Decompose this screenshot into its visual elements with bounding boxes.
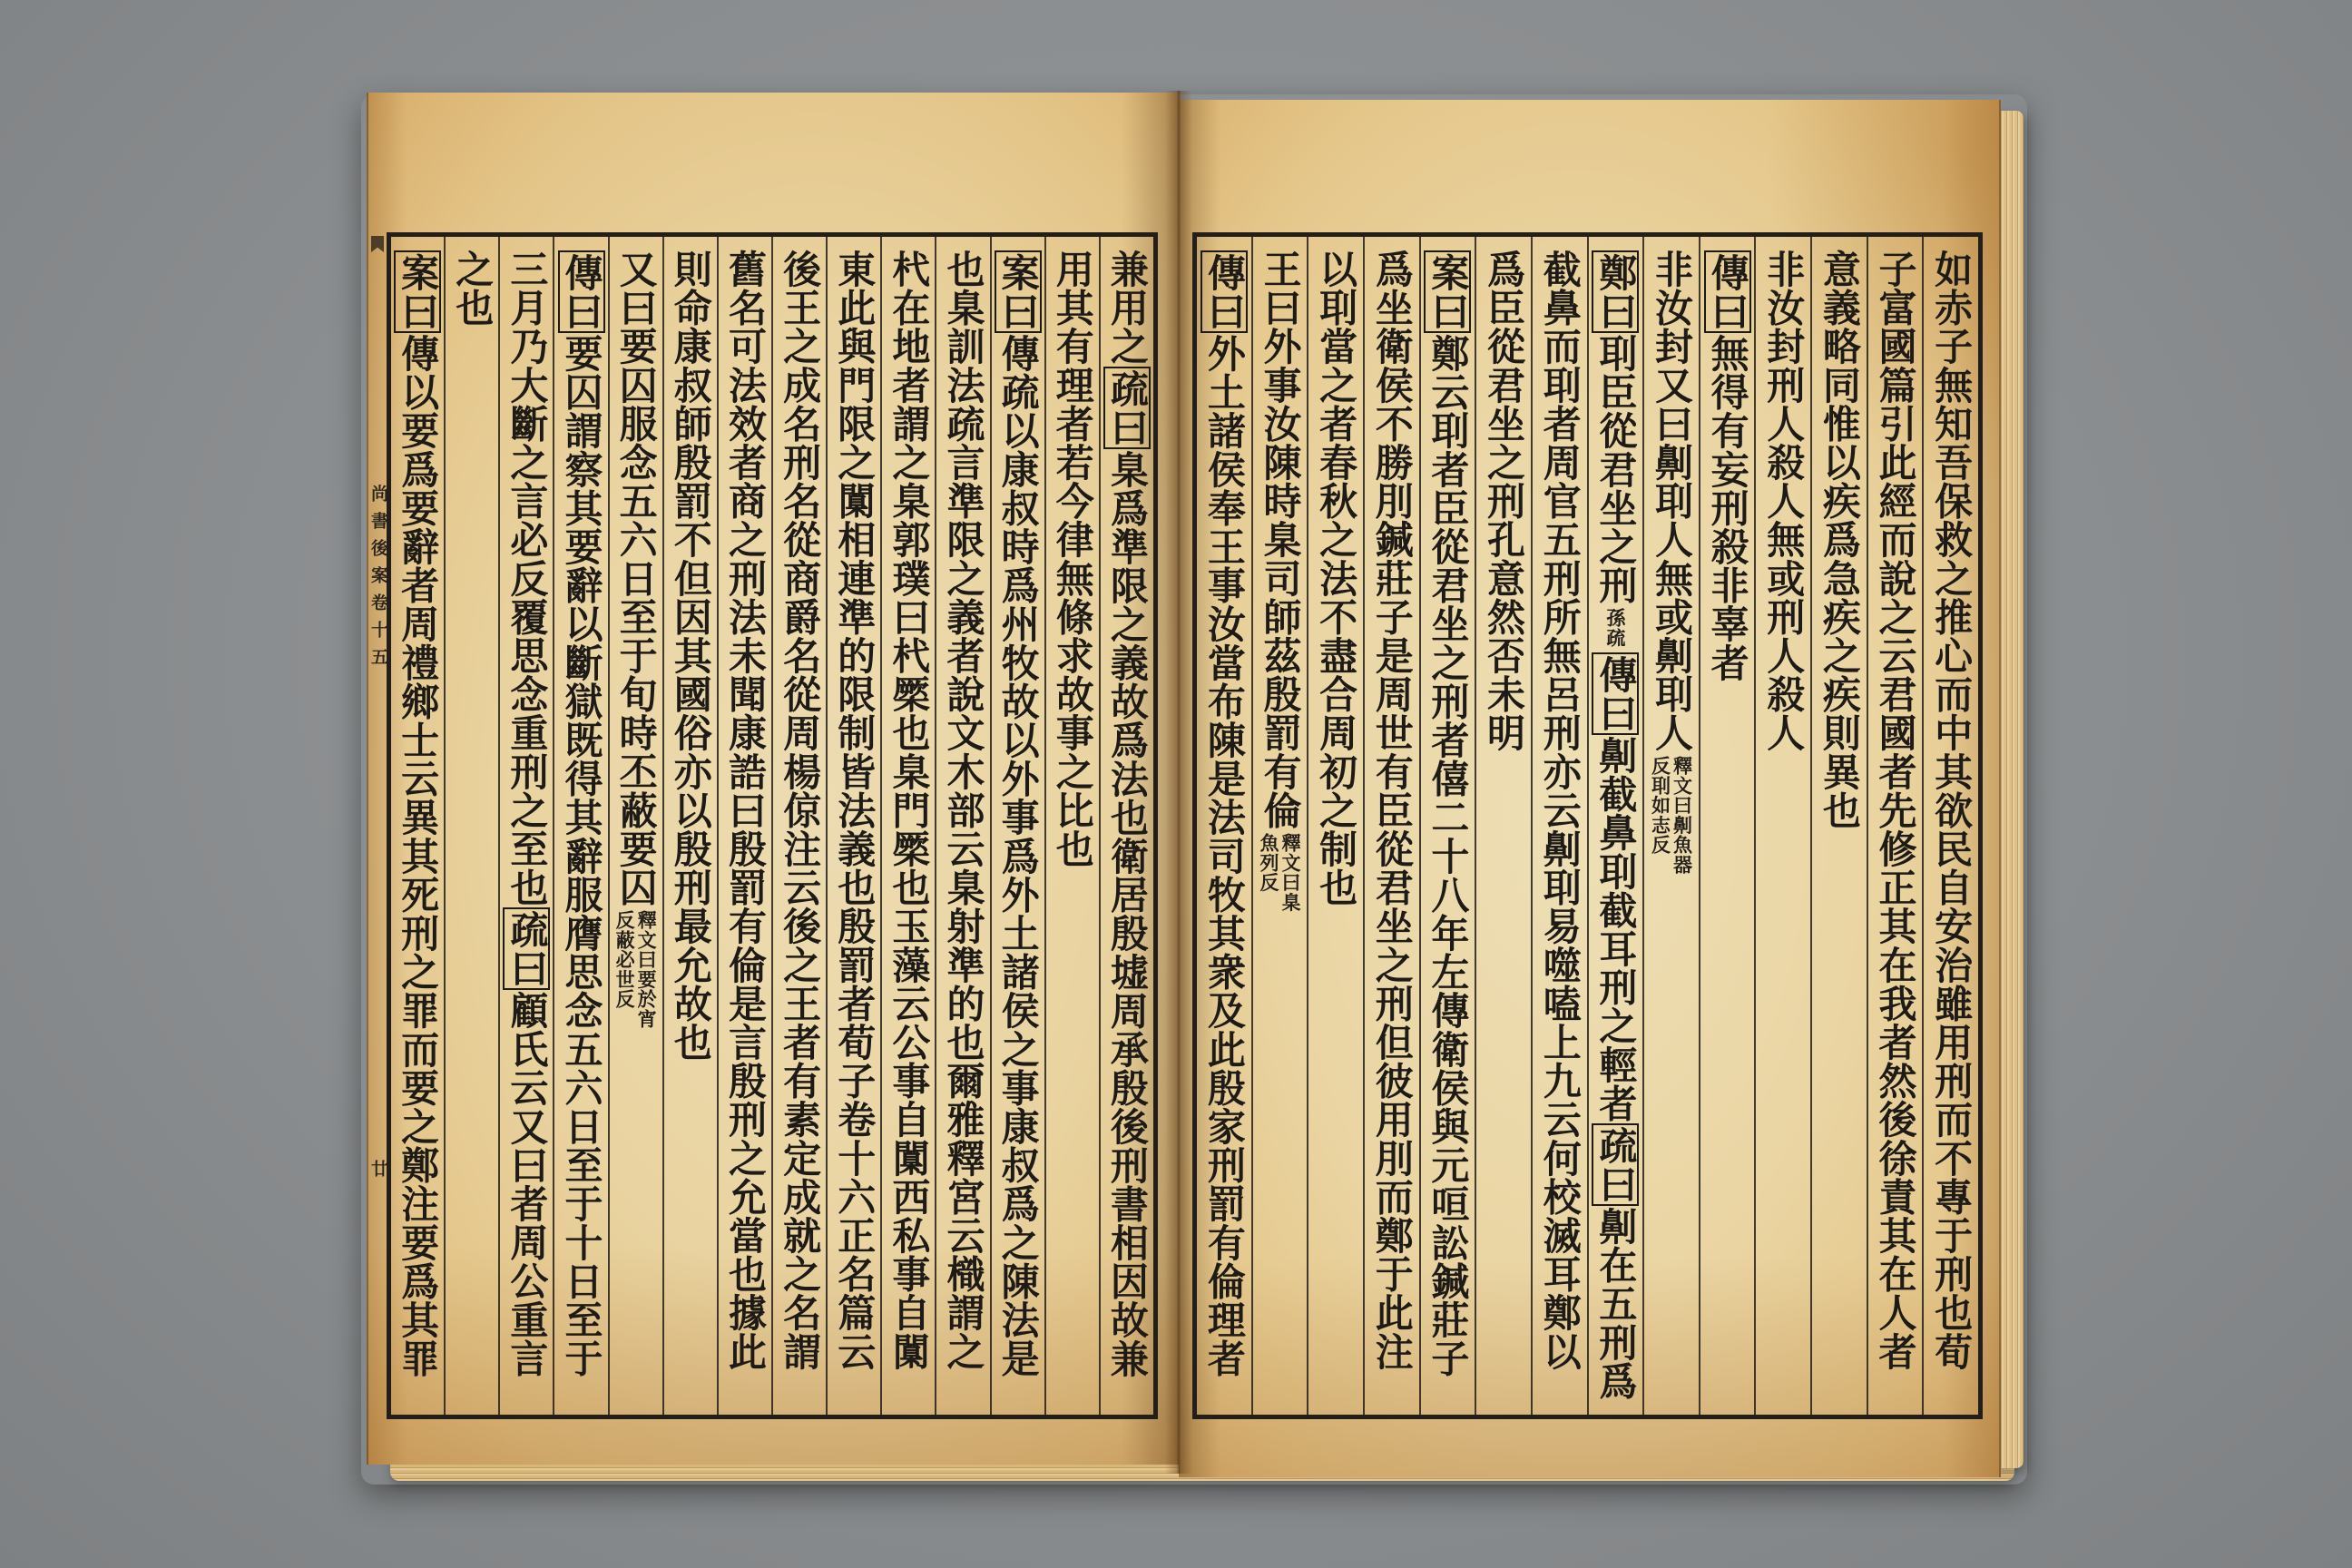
right-page — [1179, 100, 2001, 1477]
text-column-8 — [719, 237, 773, 1415]
column-text: 傳疏以康叔時爲州牧故以外事爲外土諸侯之事康叔爲之陳法是 — [995, 334, 1041, 1378]
text-frame-right — [1192, 232, 1983, 1419]
text-column-4 — [1756, 237, 1812, 1415]
text-column-10 — [610, 237, 664, 1415]
column-text: 截鼻而刵者周官五刑所無呂刑亦云劓刵易噬嗑上九云何校滅耳鄭以 — [1537, 250, 1583, 1371]
text-column-3 — [992, 237, 1046, 1415]
column-text: 三月乃大斷之言必反覆思念重刑之至也 — [505, 250, 550, 907]
text-column-9 — [1476, 237, 1533, 1415]
column-text: 非汝封刑人殺人無或刑人殺人 — [1761, 250, 1807, 752]
boxed-label: 傳曰 — [1200, 250, 1248, 333]
text-column-2 — [1046, 237, 1101, 1415]
note-line: 釋文曰劓魚器 — [1671, 755, 1694, 875]
center-strip — [367, 93, 387, 1465]
boxed-label: 鄭曰 — [1592, 250, 1639, 333]
column-text: 非汝封又曰劓刵人無或劓刵人 — [1649, 250, 1694, 752]
boxed-label: 疏曰 — [503, 907, 550, 990]
text-column-14 — [1197, 237, 1253, 1415]
column-text: 以刵當之者春秋之法不盡合周初之制也 — [1314, 250, 1359, 907]
text-column-10 — [1421, 237, 1477, 1415]
column-text: 刵臣從君坐之刑 — [1593, 334, 1639, 605]
text-column-1 — [1924, 237, 1978, 1415]
column-text: 如赤子無知吾保救之推心而中其欲民自安治雖用刑而不專于刑也荀 — [1929, 250, 1975, 1371]
column-text: 無得有妄刑殺非辜者 — [1705, 334, 1750, 682]
column-text: 子富國篇引此經而說之云君國者先修正其在我者然後徐責其在人者 — [1873, 250, 1918, 1371]
column-text: 意義略同惟以疾爲急疾之疾則異也 — [1817, 250, 1862, 829]
text-column-1 — [1101, 237, 1153, 1415]
boxed-label: 案曰 — [995, 250, 1042, 333]
boxed-label: 疏曰 — [1103, 367, 1151, 449]
center-strip-right — [1983, 100, 2001, 1477]
boxed-label: 疏曰 — [1592, 1123, 1639, 1206]
column-text: 則命康叔師殷罰不但因其國俗亦以殷刑最允故也 — [668, 250, 713, 1062]
column-text: 王曰外事汝陳時臬司師茲殷罰有倫 — [1258, 250, 1303, 829]
column-text: 之也 — [450, 250, 495, 328]
column-text: 後王之成名刑名從商爵名從周楊倞注云後之王者有素定成就之名謂 — [778, 250, 823, 1371]
text-column-7 — [1589, 237, 1645, 1415]
boxed-label: 傳曰 — [1704, 250, 1751, 333]
column-text: 又曰要囚服念五六日至于旬時丕蔽要囚 — [613, 250, 659, 907]
boxed-label: 傳曰 — [558, 250, 605, 333]
spine-title: 尚書後案卷十五 — [368, 485, 388, 675]
fishtail-mark — [371, 236, 384, 252]
column-text: 爲坐衛侯不勝刖鍼莊子是周世有臣從君坐之刑但彼用刖而鄭于此注 — [1369, 250, 1415, 1371]
text-column-6 — [828, 237, 882, 1415]
column-text: 顧氏云又曰者周公重言 — [505, 991, 550, 1378]
text-column-13 — [446, 237, 500, 1415]
column-text: 東此與門限之闑相連準的限制皆法義也殷罰者荀子卷十六正名篇云 — [832, 250, 877, 1371]
column-text: 劓在五刑爲 — [1593, 1207, 1639, 1401]
column-text: 杙在地者謂之臬郭璞曰杙橜也臬門橜也玉藻云公事自闑西私事自闑 — [887, 250, 932, 1371]
column-text: 臬爲準限之義故爲法也衛居殷墟周承殷後刑書相因故兼 — [1104, 450, 1150, 1378]
boxed-label: 案曰 — [1424, 250, 1471, 333]
column-text: 用其有理者若今律無條求故事之比也 — [1050, 250, 1095, 868]
column-text: 兼用之 — [1104, 250, 1150, 366]
interlinear-note — [1649, 755, 1694, 875]
boxed-label: 傳曰 — [1592, 652, 1639, 735]
column-text: 要囚謂察其要辭以斷獄既得其辭服膺思念五六日至于十日至于 — [559, 334, 604, 1378]
note-line: 孫疏 — [1603, 608, 1627, 649]
book-gutter — [1165, 91, 1192, 1474]
interlinear-note — [1603, 608, 1627, 649]
text-column-11 — [554, 237, 609, 1415]
text-column-12 — [500, 237, 554, 1415]
text-column-8 — [1533, 237, 1589, 1415]
left-page — [367, 93, 1179, 1465]
interlinear-note — [613, 910, 659, 1030]
text-column-11 — [1365, 237, 1421, 1415]
column-text: 劓截鼻刵截耳刑之輕者 — [1593, 736, 1639, 1123]
text-column-7 — [773, 237, 828, 1415]
column-text: 傳以要爲要辭者周禮鄉士云異其死刑之罪而要之鄭注要爲其罪 — [396, 334, 441, 1378]
column-text: 鄭云刵者臣從君坐之刑者僖二十八年左傳衛侯與元咺訟鍼莊子 — [1426, 334, 1471, 1378]
text-column-6 — [1644, 237, 1700, 1415]
column-text: 舊名可法效者商之刑法未聞康誥曰殷罰有倫是言殷刑之允當也據此 — [722, 250, 768, 1371]
text-column-2 — [1868, 237, 1925, 1415]
column-text: 外土諸侯奉王事汝當布陳是法司牧其衆及此殷家刑罰有倫理者 — [1201, 334, 1247, 1378]
text-column-3 — [1812, 237, 1868, 1415]
text-column-14 — [391, 237, 446, 1415]
note-line: 反刵如志反 — [1649, 755, 1672, 855]
text-column-5 — [1700, 237, 1757, 1415]
note-line: 反蔽必世反 — [613, 910, 637, 1010]
column-text: 也臬訓法疏言準限之義者說文木部云臬射準的也爾雅釋宮云樴謂之 — [941, 250, 986, 1371]
boxed-label: 案曰 — [394, 250, 441, 333]
text-column-5 — [882, 237, 936, 1415]
note-line: 魚列反 — [1257, 833, 1280, 893]
text-column-13 — [1253, 237, 1309, 1415]
text-frame-left — [387, 232, 1158, 1419]
text-column-4 — [936, 237, 991, 1415]
interlinear-note — [1259, 833, 1300, 912]
note-line: 釋文曰臬 — [1279, 833, 1302, 913]
column-text: 爲臣從君坐之刑孔意然否未明 — [1482, 250, 1527, 752]
text-column-9 — [664, 237, 719, 1415]
page-number: 廿 — [368, 1160, 388, 1177]
note-line: 釋文曰要於宵 — [635, 910, 659, 1030]
text-column-12 — [1308, 237, 1365, 1415]
